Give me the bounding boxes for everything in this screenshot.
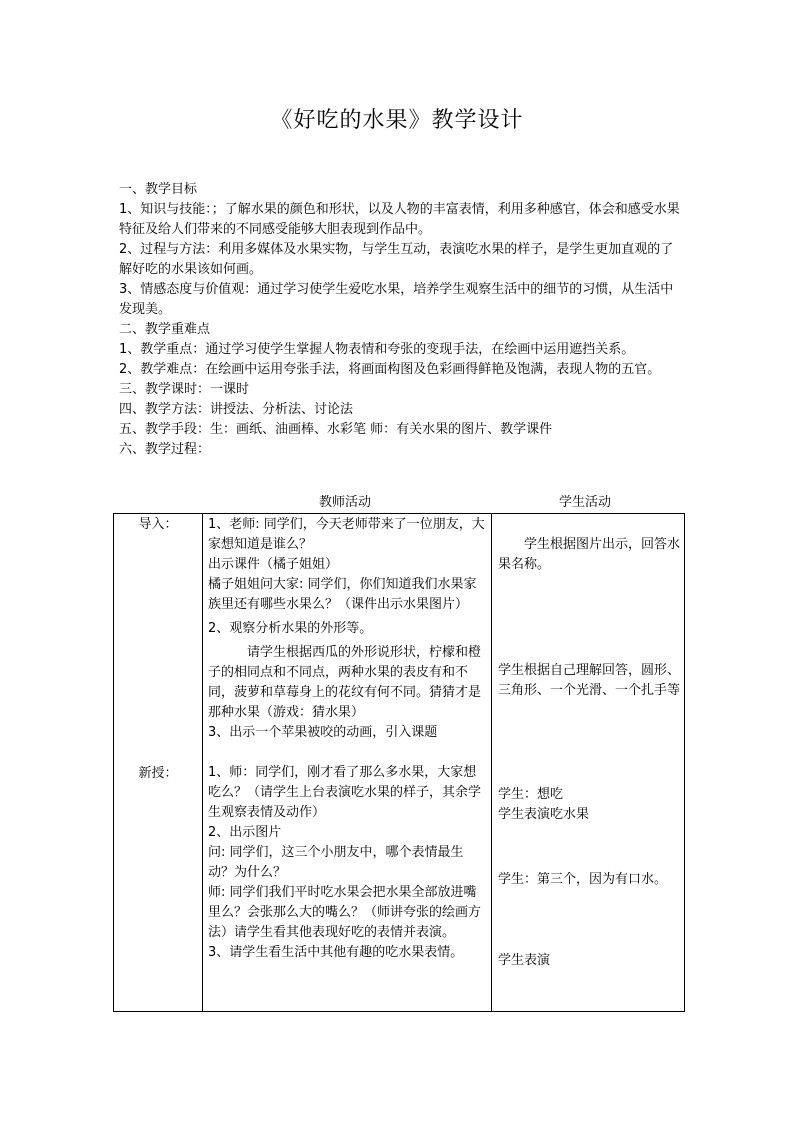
teacher-line: 3、请学生看生活中其他有趣的吃水果表情。 [208,945,464,960]
stage-cell [114,514,203,1012]
section-methods: 四、教学方法：讲授法、分析法、讨论法 [119,402,354,417]
section-class-hours: 三、教学课时：一课时 [119,382,250,397]
student-line: 学生根据图片出示，回答水果名称。 [498,537,681,572]
teacher-line: 2、出示图片 [208,825,282,840]
teacher-line: 1、老师: 同学们，今天老师带来了一位朋友，大家想知道是谁么？ [208,517,485,552]
goal-emotion: 3、情感态度与价值观：通过学习使学生爱吃水果，培养学生观察生活中的细节的习惯，从生活中发现美。 [119,282,674,317]
table-column-headers [113,493,681,513]
key-point: 1、教学重点：通过学习使学生掌握人物表情和夸张的变现手法，在绘画中运用遮挡关系。 [119,342,635,357]
stage-new: 新授： [138,766,178,781]
teacher-activity-cell [203,514,492,1012]
section-means: 五、教学手段：生：画纸、油画棒、水彩笔 师：有关水果的图片、教学课件 [119,422,553,437]
student-line: 学生根据自己理解回答，圆形、三角形、一个光滑、一个扎手等 [498,663,681,698]
teacher-line: 2、观察分析水果的外形等。 [208,621,373,636]
teacher-line: 请学生根据西瓜的外形说形状，柠檬和橙子的相同点和不同点，两种水果的表皮有和不同，菠萝和草莓身上的花纹有何不同。猜猜才是那种水果（游戏：猜水果） [208,645,482,720]
goal-knowledge: 1、知识与技能：；了解水果的颜色和形状，以及人物的丰富表情，利用多种感官，体会和感受水果特征及给人们带来的不同感受能够大胆表现到作品中。 [119,202,680,237]
teacher-line: 出示课件（橘子姐姐） [208,557,339,572]
goal-process: 2、过程与方法：利用多媒体及水果实物，与学生互动，表演吃水果的样子，是学生更加直观的了解好吃的水果该如何画。 [119,242,674,277]
header-student-activity: 学生活动 [558,495,611,510]
student-line: 学生表演 [498,953,551,968]
teacher-line: 问: 同学们，这三个小朋友中，哪个表情最生动？为什么？ [208,845,464,880]
section-heading-key-points: 二、教学重难点 [119,322,211,337]
teacher-line: 师: 同学们我们平时吃水果会把水果全部放进嘴里么？会张那么大的嘴么？（师讲夸张的绘画方法）请学生看其他表现好吃的表情并表演。 [208,885,482,940]
document-body [119,180,685,460]
section-process: 六、教学过程： [119,442,211,457]
teacher-line: 3、出示一个苹果被咬的动画，引入课题 [208,725,438,740]
section-heading-goals: 一、教学目标 [119,182,198,197]
table-row [114,514,685,1012]
teacher-line: 1、师：同学们，刚才看了那么多水果，大家想吃么？（请学生上台表演吃水果的样子，其余学生观察表情及动作） [208,765,482,820]
difficult-point: 2、教学难点：在绘画中运用夸张手法，将画面构图及色彩画得鲜艳及饱满，表现人物的五官。 [119,362,661,377]
teaching-process-table [113,513,685,1012]
header-teacher-activity: 教师活动 [318,495,371,510]
student-line: 学生：想吃 [498,787,564,802]
student-line: 学生：第三个，因为有口水。 [498,872,668,887]
student-line: 学生表演吃水果 [498,807,590,822]
student-activity-cell [492,514,685,1012]
teacher-line: 橘子姐姐问大家: 同学们，你们知道我们水果家族里还有哪些水果么？（课件出示水果图片） [208,577,477,612]
document-title: 《好吃的水果》教学设计 [270,108,524,133]
stage-intro: 导入： [138,517,178,532]
